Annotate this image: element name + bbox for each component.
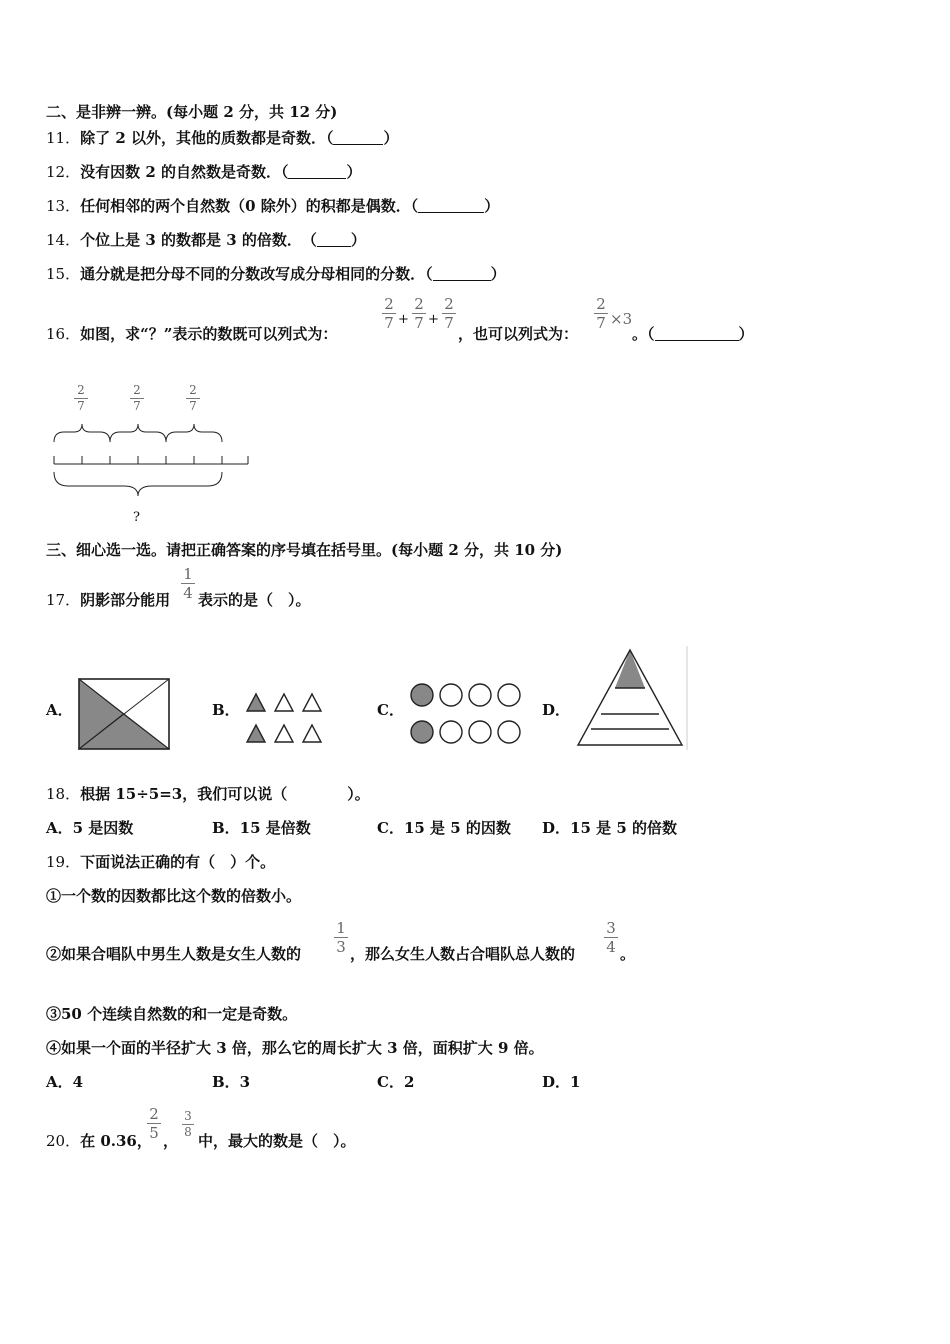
question-mark-label: ?: [133, 510, 140, 525]
question-number: 11．: [46, 129, 81, 147]
option-a[interactable]: A．5 是因数: [46, 819, 134, 837]
section-3-title: 三、细心选一选。请把正确答案的序号填在括号里。(每小题 2 分，共 10 分): [46, 541, 563, 559]
question-text: 任何相邻的两个自然数（0 除外）的积都是偶数．（: [80, 197, 419, 215]
question-number: 17．: [46, 591, 81, 609]
question-number: 15．: [46, 265, 81, 283]
option-c[interactable]: C．2: [377, 1073, 415, 1091]
option-a[interactable]: A．4: [46, 1073, 84, 1091]
option-d-label[interactable]: D．: [542, 701, 571, 719]
question-16-tail: [632, 324, 754, 344]
question-number: 19．: [46, 853, 81, 871]
fraction-one-third: 1 3: [334, 920, 348, 955]
question-16: [46, 324, 337, 344]
paren-close: ）: [738, 325, 754, 343]
plus-sign: +: [398, 312, 409, 327]
fraction-two-fifths: 2 5: [147, 1106, 161, 1141]
section-2-title: 二、是非辨一辨。(每小题 2 分，共 12 分): [46, 103, 338, 121]
times-three: ×3: [610, 310, 633, 328]
statement-2a: ②如果合唱队中男生人数是女生人数的: [46, 945, 302, 963]
fraction-one-quarter: 1 4: [181, 566, 195, 601]
question-text: 根据 15÷5=3，我们可以说（ ）。: [80, 785, 370, 803]
question-13: [46, 196, 499, 216]
option-d[interactable]: D．1: [542, 1073, 581, 1091]
top-brace: [166, 424, 222, 442]
question-number: 16．: [46, 325, 81, 343]
fraction-three-quarters: 3 4: [604, 920, 618, 955]
fraction-three-eighths: 3 8: [182, 1110, 194, 1139]
number-line-diagram: [46, 420, 256, 500]
answer-blank[interactable]: [333, 130, 383, 145]
statement-4: ④如果一个面的半径扩大 3 倍，那么它的周长扩大 3 倍，面积扩大 9 倍。: [46, 1039, 544, 1057]
question-text: 个位上是 3 的数都是 3 的倍数． （: [80, 231, 317, 249]
answer-blank[interactable]: [317, 232, 351, 247]
fraction-two-sevenths: 2 7: [382, 296, 396, 331]
bottom-brace: [54, 472, 222, 496]
option-c-label[interactable]: C．: [377, 701, 404, 719]
segment-label: 2 7: [74, 384, 88, 413]
question-number: 13．: [46, 197, 81, 215]
question-number: 12．: [46, 163, 81, 181]
option-b-figure[interactable]: [244, 692, 326, 748]
question-14: [46, 230, 366, 250]
fraction-two-sevenths: 2 7: [594, 296, 608, 331]
option-b[interactable]: B．15 是倍数: [212, 819, 311, 837]
question-17: [46, 590, 170, 610]
question-text: 没有因数 2 的自然数是奇数．（: [80, 163, 289, 181]
question-text: 下面说法正确的有（ ）个。: [80, 853, 276, 871]
paren-close: ）: [490, 265, 506, 283]
question-text: 表示的是（ ）。: [198, 591, 311, 609]
fraction-two-sevenths: 2 7: [442, 296, 456, 331]
question-text: 除了 2 以外，其他的质数都是奇数．（: [80, 129, 334, 147]
statement-3: ③50 个连续自然数的和一定是奇数。: [46, 1005, 298, 1023]
option-d-figure[interactable]: [574, 646, 690, 750]
answer-blank[interactable]: [288, 164, 346, 179]
option-b-label[interactable]: B．: [212, 701, 240, 719]
question-number: 18．: [46, 785, 81, 803]
question-text: 在 0.36，: [80, 1132, 152, 1150]
fraction-two-sevenths: 2 7: [412, 296, 426, 331]
option-a-label[interactable]: A．: [46, 701, 73, 719]
question-18: [46, 784, 370, 804]
question-text: 。（: [632, 325, 655, 343]
answer-blank[interactable]: [418, 198, 484, 213]
question-12: [46, 162, 362, 182]
question-text: 阴影部分能用: [80, 591, 171, 609]
option-a-figure[interactable]: [78, 678, 170, 750]
segment-label: 2 7: [130, 384, 144, 413]
question-text: 中，最大的数是（ ）。: [198, 1132, 356, 1150]
paren-close: ）: [346, 163, 362, 181]
paren-close: ）: [484, 197, 500, 215]
plus-sign: +: [428, 312, 439, 327]
question-text: ，也可以列式为：: [458, 325, 579, 343]
question-number: 20．: [46, 1132, 81, 1150]
question-text: 通分就是把分母不同的分数改写成分母相同的分数．（: [80, 265, 433, 283]
answer-blank[interactable]: [433, 266, 491, 281]
top-brace: [110, 424, 166, 442]
question-text: 如图，求“？”表示的数既可以列式为：: [80, 325, 338, 343]
statement-1: ①一个数的因数都比这个数的倍数小。: [46, 887, 302, 905]
question-number: 14．: [46, 231, 81, 249]
option-c-figure[interactable]: [408, 680, 526, 748]
answer-blank[interactable]: [655, 326, 739, 341]
question-20: [46, 1131, 152, 1151]
paren-close: ）: [350, 231, 366, 249]
question-11: [46, 128, 399, 148]
segment-label: 2 7: [186, 384, 200, 413]
statement-2b: ，那么女生人数占合唱队总人数的: [350, 945, 576, 963]
paren-close: ）: [383, 129, 399, 147]
top-brace: [54, 424, 110, 442]
option-c[interactable]: C．15 是 5 的因数: [377, 819, 511, 837]
question-19: [46, 852, 275, 872]
option-b[interactable]: B．3: [212, 1073, 251, 1091]
option-d[interactable]: D．15 是 5 的倍数: [542, 819, 677, 837]
comma: ，: [163, 1132, 179, 1150]
question-15: [46, 264, 506, 284]
statement-2c: 。: [620, 945, 636, 963]
